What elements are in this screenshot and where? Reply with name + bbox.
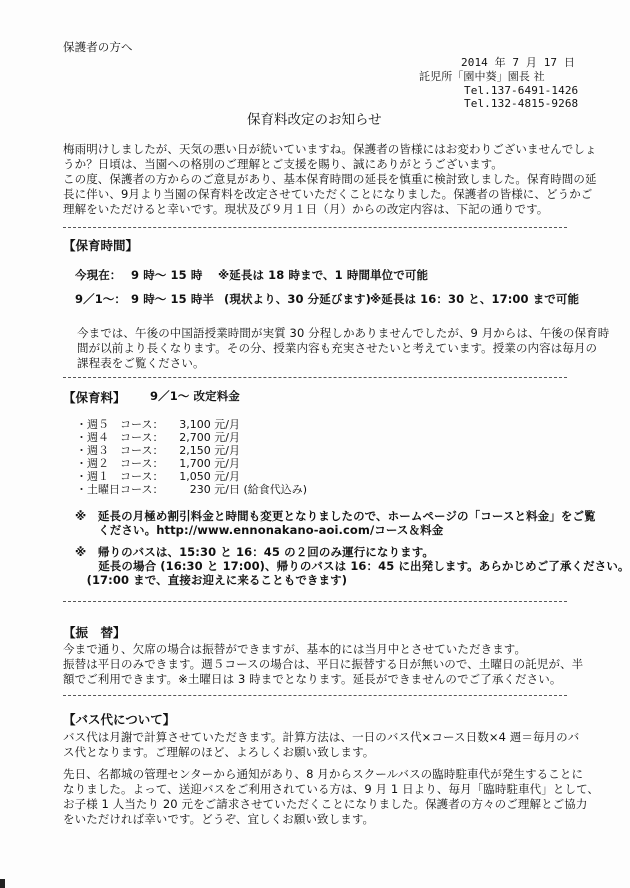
- intro-line: 梅雨明けしましたが、天気の悪い日が続いていますね。保護者の皆様にはお変わりございませんでしょ: [63, 142, 597, 156]
- course-row: [76, 470, 240, 483]
- section-divider: [63, 377, 567, 378]
- letter-date: 2014 年 7 月 17 日: [461, 56, 575, 69]
- bus-schedule-note: [75, 545, 630, 587]
- transfer-heading: 【振 替】: [63, 625, 126, 640]
- new-note-1: (現状より、30 分延びます): [224, 292, 372, 306]
- transfer-line: 額でご利用できます。※土曜日は 3 時までとなります。延長ができませんのでご了承ください。: [63, 672, 562, 686]
- course-price: 2,150 元/月: [179, 444, 240, 457]
- course-name: ・週１ コース：: [76, 470, 164, 483]
- bus-fee-paragraph-2: [63, 767, 599, 827]
- course-row: [76, 457, 240, 470]
- new-label: 9／1～：: [75, 292, 127, 306]
- bus-fee-line: お子様 1 人当たり 20 元をご請求させていただくことになりました。保護者の方々のご理解とご協力: [63, 797, 588, 811]
- sender-org: 託児所「園中葵」園長 社: [419, 70, 545, 83]
- fees-subheading: 9／1～ 改定料金: [150, 389, 240, 403]
- current-note: ※延長は 18 時まで、1 時間単位で可能: [218, 268, 429, 282]
- course-price: 230 元/日: [189, 483, 240, 496]
- intro-line: この度、保護者の方からのご意見があり、基本保育時間の延長を慎重に検討致しました。保育時間の延: [63, 172, 597, 186]
- course-price: 3,100 元/月: [179, 418, 240, 431]
- new-time: 9 時～ 15 時半: [131, 292, 215, 306]
- current-label: 今現在：: [75, 268, 122, 282]
- bus-schedule-line: (17:00 まで、直接お迎えに来ることもできます): [75, 573, 348, 587]
- bus-fee-line: バス代は月謝で計算させていただきます。計算方法は、一日のバス代×コース日数×4 週＝毎月のバ: [63, 730, 580, 744]
- section-divider: [63, 601, 567, 602]
- course-name: ・週５ コース：: [76, 418, 164, 431]
- intro-paragraph: [63, 142, 597, 217]
- transfer-paragraph: [63, 642, 583, 687]
- course-price: 2,700 元/月: [179, 431, 240, 444]
- course-row: [76, 431, 240, 444]
- section-divider: [63, 695, 567, 696]
- course-price: 1,050 元/月: [179, 470, 240, 483]
- intro-line: 理解をいただけると幸いです。現状及び９月１日（月）からの改定内容は、下記の通りです。: [63, 202, 549, 216]
- hours-line: 課程表をご覧ください。: [77, 356, 205, 370]
- bus-fee-line: なりました。よって、送迎バスをご利用されている方は、9 月 1 日より、毎月「臨時駐車代」として、: [63, 782, 600, 796]
- course-note: (給食代込み): [243, 483, 308, 496]
- homepage-note: [75, 509, 596, 537]
- homepage-note-line: ※ 延長の月極め割引料金と時間も変更となりましたので、ホームページの「コースと料金」をご覧: [75, 509, 596, 523]
- intro-line: うか？日頃は、当園への格別のご理解とご支援を賜り、誠にありがとうございます。: [63, 157, 503, 171]
- transfer-line: 今まで通り、欠席の場合は振替ができますが、基本的には当月中とさせていただきます。: [63, 642, 527, 656]
- page-title: 保育料改定のお知らせ: [247, 112, 382, 128]
- fees-heading: 【保育料】: [63, 390, 126, 405]
- bus-schedule-line: ※ 帰りのバスは、15:30 と 16：45 の２回のみ運行になります。: [75, 545, 434, 559]
- course-name: ・週３ コース：: [76, 444, 164, 457]
- section-divider: [63, 227, 567, 228]
- sender-tel-1: Tel.137-6491-1426: [464, 84, 579, 97]
- homepage-note-line: ください。http://www.ennonakano-aoi.com/コース＆料金: [75, 523, 444, 537]
- hours-paragraph: [77, 326, 609, 371]
- course-name: ・土曜日コース：: [76, 483, 164, 496]
- transfer-line: 振替は平日のみできます。週５コースの場合は、平日に振替する日が無いので、土曜日の託児が、半: [63, 657, 584, 671]
- sender-tel-2: Tel.132-4815-9268: [464, 97, 579, 110]
- course-row: [76, 444, 240, 457]
- current-time: 9 時～ 15 時: [131, 268, 203, 282]
- course-name: ・週２ コース：: [76, 457, 164, 470]
- bus-fee-line: をいただければ幸いです。どうぞ、宜しくお願い致します。: [63, 812, 375, 826]
- bus-fee-heading: 【バス代について】: [63, 712, 176, 727]
- hours-heading: 【保育時間】: [63, 238, 139, 253]
- hours-line: 今までは、午後の中国語授業時間が実質 30 分程しかありませんでしたが、9 月からは、午後の保育時: [77, 326, 610, 340]
- bus-schedule-line: 延長の場合 (16:30 と 17:00)、帰りのバスは 16：45 に出発します。あらかじめご了承ください。: [75, 559, 630, 573]
- intro-line: 長に伴い、9月より当園の保育料を改定させていただくことになりました。保護者の皆様に、どうかご: [63, 187, 593, 201]
- course-name: ・週４ コース：: [76, 431, 164, 444]
- addressee: 保護者の方へ: [63, 40, 133, 54]
- bus-fee-paragraph-1: [63, 730, 579, 760]
- course-price: 1,700 元/月: [179, 457, 240, 470]
- bus-fee-line: ス代となります。ご理解のほど、よろしくお願い致します。: [63, 745, 375, 759]
- bus-fee-line: 先日、名都城の管理センターから通知があり、8 月からスクールバスの臨時駐車代が発生することに: [63, 767, 584, 781]
- hours-line: 間が以前より長くなります。その分、授業内容も充実させたいと考えています。授業の内容は毎月の: [77, 341, 598, 355]
- scan-mark: [0, 879, 5, 888]
- new-note-2: ※延長は 16：30 と、17:00 まで可能: [370, 292, 580, 306]
- course-row: [76, 483, 307, 496]
- course-row: [76, 418, 240, 431]
